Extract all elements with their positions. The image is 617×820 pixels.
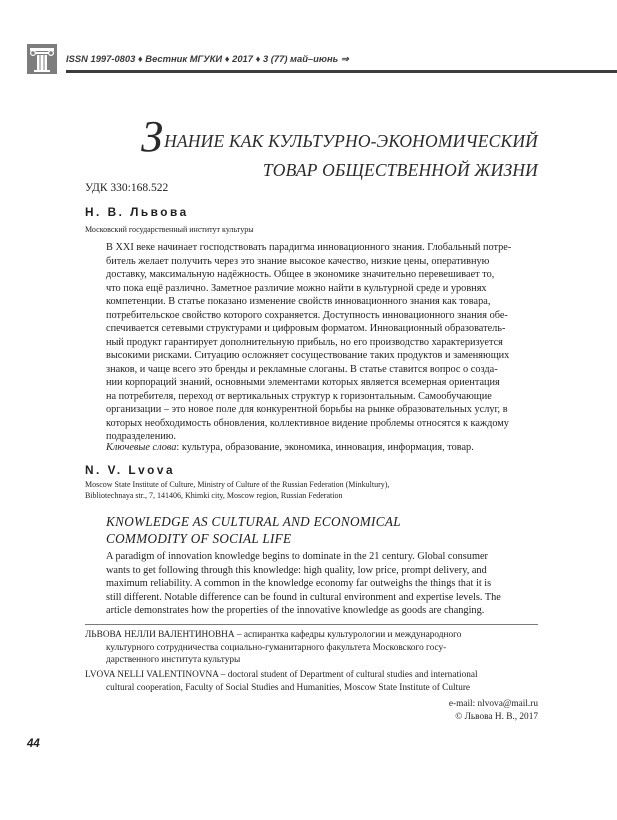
running-head: ISSN 1997-0803 ♦ Вестник МГУКИ ♦ 2017 ♦ 3 (77) май–июнь ⇒ <box>66 53 349 64</box>
title-line-1: ЗНАНИЕ КАК КУЛЬТУРНО-ЭКОНОМИЧЕСКИЙ <box>141 112 538 161</box>
keywords-ru <box>106 441 538 455</box>
abstract-ru: В XXI веке начинает господствовать парадигма инновационного знания. Глобальный потре- битель желает получить через это знание высокое качество, низкие цены, оперативную доставку, максимальную надёжность. Общее в экономике значительно перевешивает то, что пока ещё различно. Заметное различие можно найти в культурной среде и уровнях компетенции. В статье показано изменение свойств инновационного знания как товара, потребительское свойство которого сохраняется. Доступность инновационного знания обе- спечивается сетевыми структурами и цифровым форматом. Инновационный образователь- ный продукт гарантирует дополнительную прибыль, но его производство характеризуется высокими рисками. Ситуацию осложняет сосуществование таких продуктов и заменяющих знаков, и чаще всего это бренды и рекламные слоганы. В статье ставится вопрос о созда- нии корпораций знаний, основными элементами которых является всемерная ориентация на потребителя, переход от вертикальных структур к горизонтальным. Самообучающие организации – это новое поле для конкурентной борьбы на рынке образовательных услуг, в которых необходимость обновления, коллективное видение проблемы относятся к каждому подразделению. <box>106 242 512 442</box>
affiliation-ru: Московский государственный институт культуры <box>85 225 254 234</box>
contact-block <box>449 698 538 723</box>
author-name-en: N. V. Lvova <box>85 463 176 477</box>
keywords-label: Ключевые слова <box>106 442 177 453</box>
page-number: 44 <box>27 738 40 750</box>
udk-code: УДК 330:168.522 <box>85 182 169 194</box>
author-name-ru: Н. В. Львова <box>85 205 189 219</box>
title-line-2: ТОВАР ОБЩЕСТВЕННОЙ ЖИЗНИ <box>262 160 538 180</box>
header-rule <box>66 70 617 73</box>
article-title-en: KNOWLEDGE AS CULTURAL AND ECONOMICAL COMMODITY OF SOCIAL LIFE <box>106 514 401 546</box>
abstract-en: A paradigm of innovation knowledge begins to dominate in the 21 century. Global consumer wants to get following through this knowledge: high quality, low price, prompt delivery, and maximum reliability. A common in the knowledge economy far outweighs the things that it is still different. Notable difference can be found in cultural environment and expertise levels. The article demonstrates how the properties of the innovative knowledge as goods are changing. <box>106 551 501 616</box>
keywords-list: : культура, образование, экономика, инновация, информация, товар. <box>176 442 474 453</box>
email: e-mail: nlvova@mail.ru <box>448 699 538 709</box>
footnote-author-en: LVOVA NELLI VALENTINOVNA – doctoral student of Department of cultural studies and international cultural cooperation, Faculty of Social Studies and Humanities, Moscow State Institute of Culture <box>85 670 478 693</box>
footnote-rule <box>85 624 538 625</box>
affiliation-en: Moscow State Institute of Culture, Ministry of Culture of the Russian Federation (Minkultury), Bibliotechnaya str., 7, 141406, Khimki city, Moscow region, Russian Federation <box>85 480 390 500</box>
copyright: © Львова Н. В., 2017 <box>455 711 538 722</box>
column-logo-icon <box>27 44 57 74</box>
article-title <box>100 112 538 182</box>
title-dropcap: З <box>141 112 164 161</box>
footnote-author-ru: ЛЬВОВА НЕЛЛИ ВАЛЕНТИНОВНА – аспирантка кафедры культурологии и международного культурного сотрудничества социально-гуманитарного факультета Московского госу- дарственного института культуры <box>85 630 462 666</box>
